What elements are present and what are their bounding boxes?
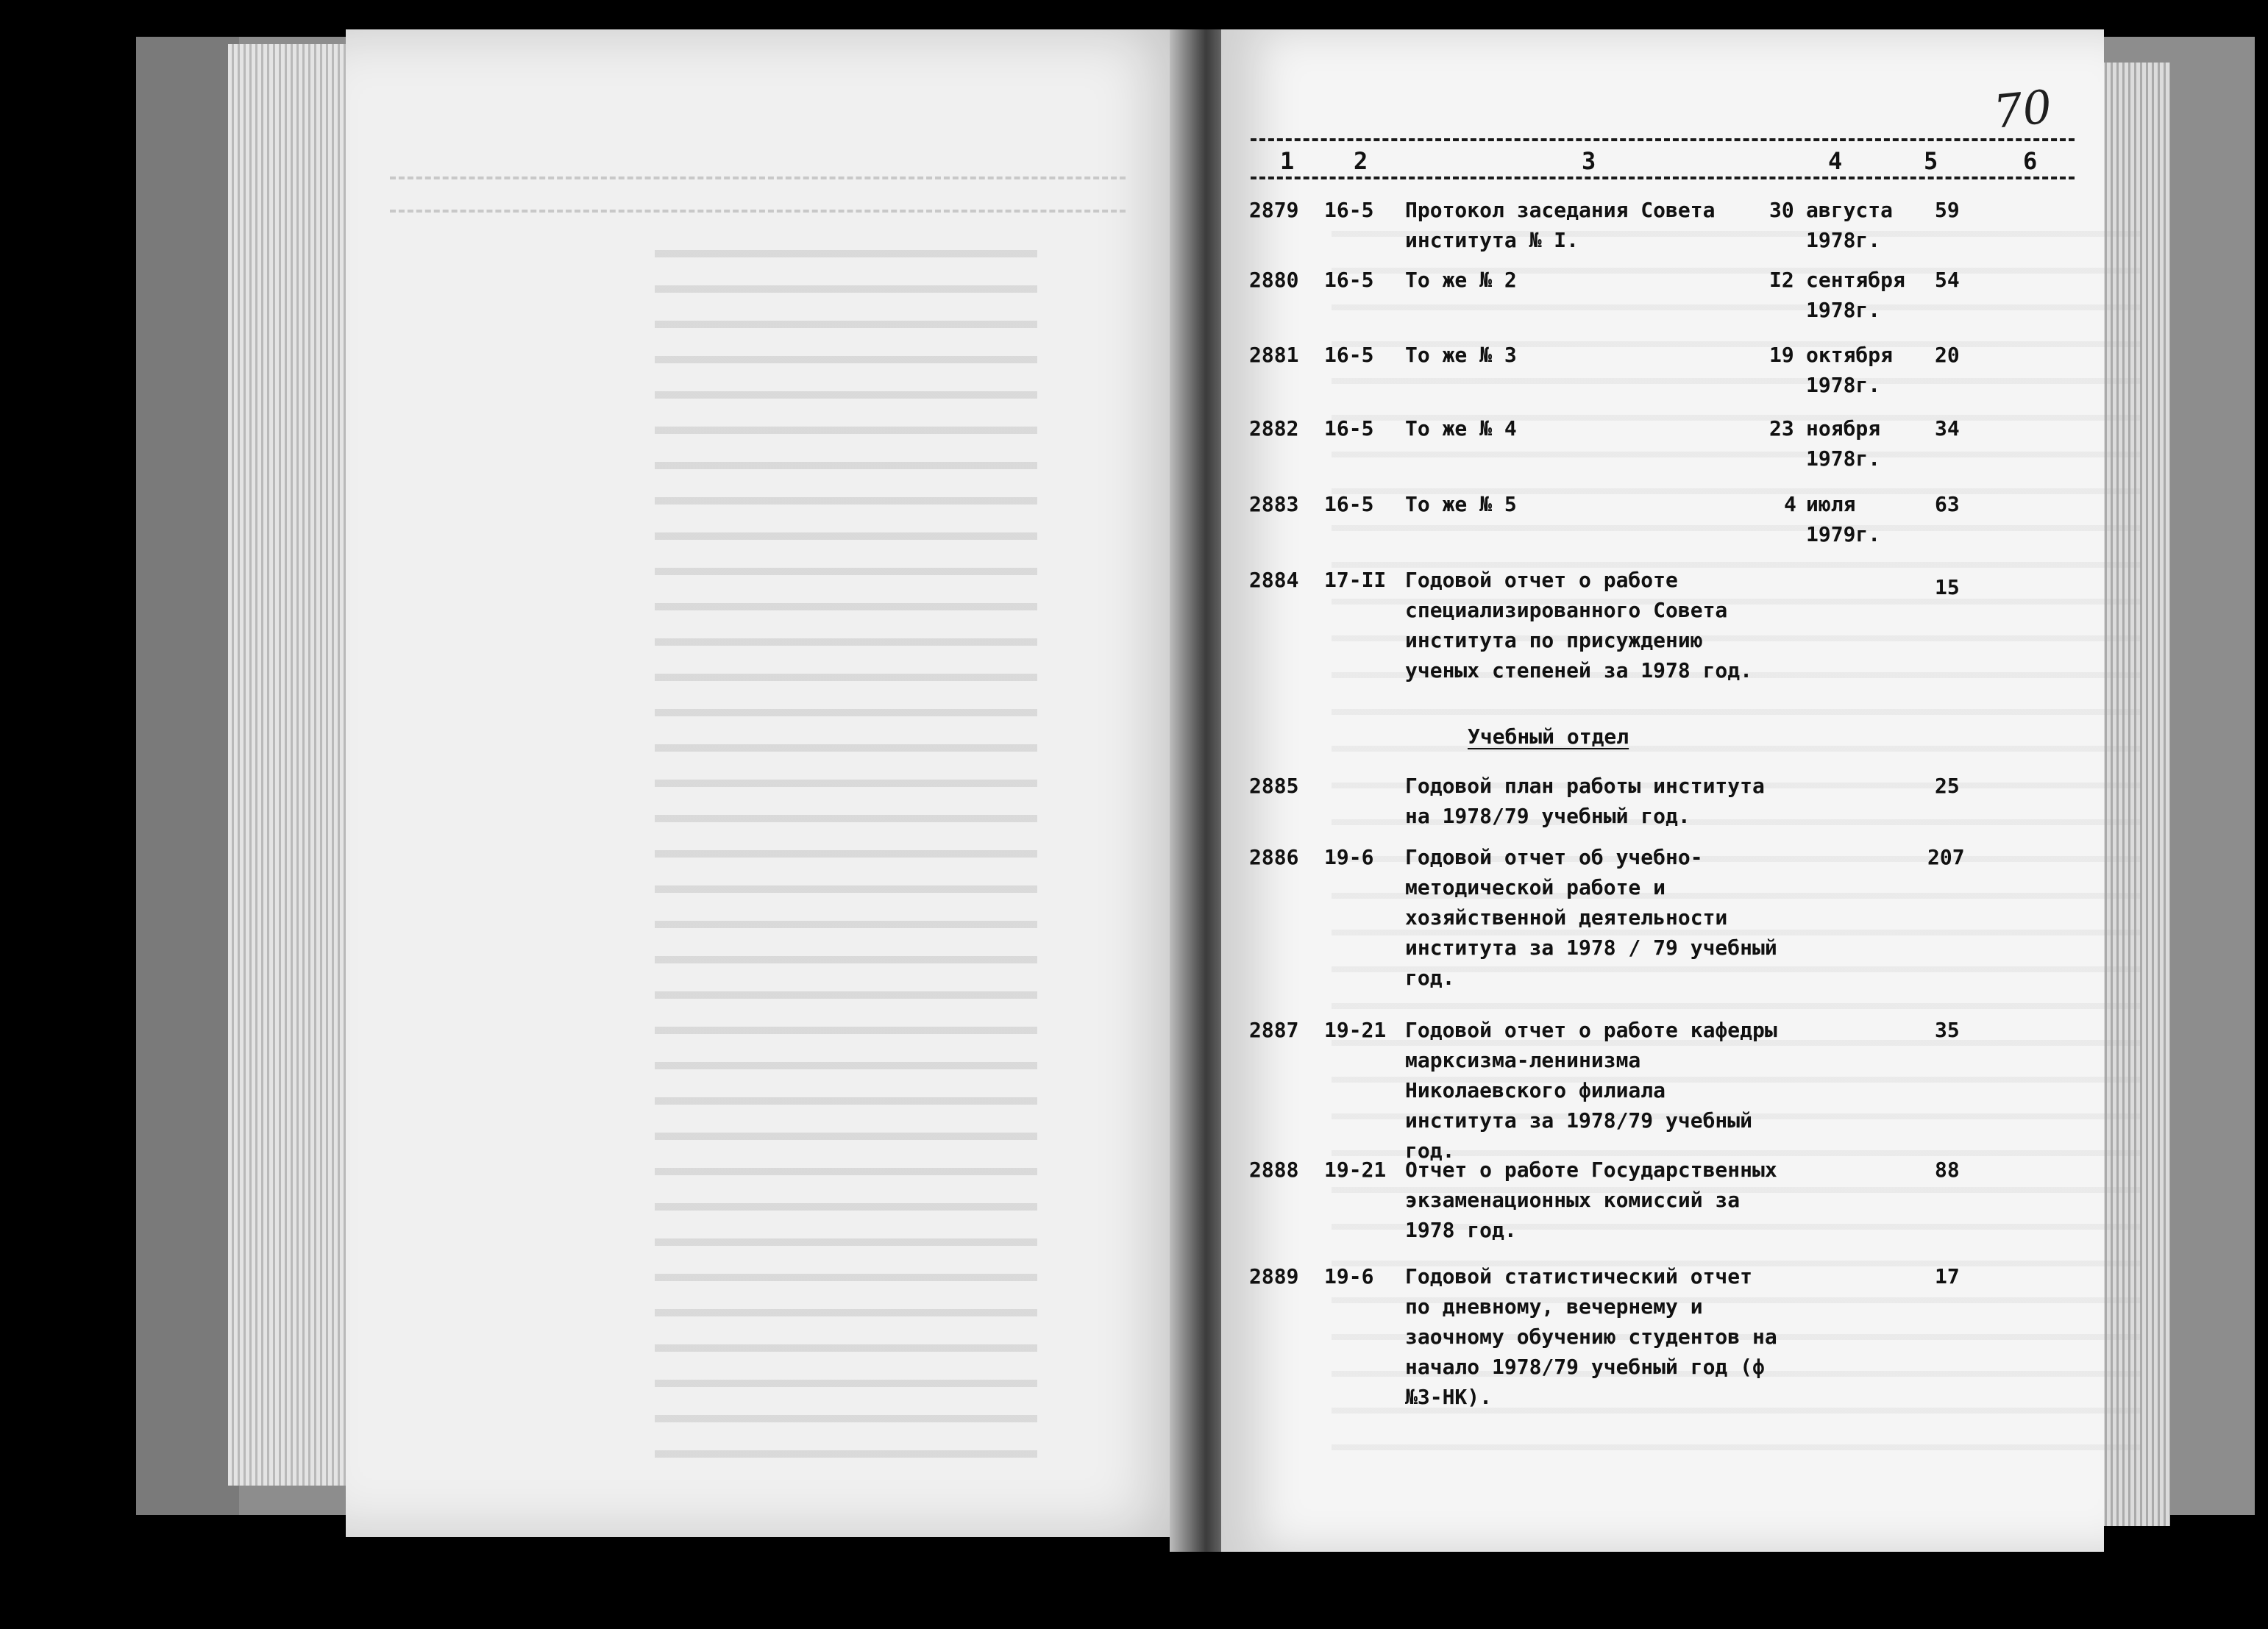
row-sheets: 20 — [1935, 343, 1960, 367]
column-header-5: 5 — [1924, 147, 1938, 175]
bleed-through-text — [655, 235, 1037, 1486]
row-day: I2 — [1769, 268, 1794, 292]
row-sheets: 88 — [1935, 1158, 1960, 1182]
row-sheets: 35 — [1935, 1018, 1960, 1042]
row-title: То же № 5 — [1405, 492, 1517, 516]
bleed-through-header — [390, 177, 1126, 179]
row-title: Годовой статистический отчет по дневному, вечернему и заочному обучению студентов на начало 1978/79 учебный год (ф №3-НК). — [1405, 1264, 1777, 1409]
row-title: Отчет о работе Государственных экзаменационных комиссий за 1978 год. — [1405, 1158, 1777, 1242]
row-number: 2883 — [1249, 492, 1299, 516]
row-fond: 19-6 — [1324, 845, 1374, 869]
row-fond: 16-5 — [1324, 343, 1374, 367]
row-number: 2888 — [1249, 1158, 1299, 1182]
row-number: 2881 — [1249, 343, 1299, 367]
row-sheets: 34 — [1935, 416, 1960, 441]
row-title: Годовой отчет об учебно-методической работе и хозяйственной деятельности института за 1978 / 79 учебный год. — [1405, 845, 1777, 990]
row-day: 30 — [1769, 198, 1794, 222]
row-title: Годовой план работы института на 1978/79 учебный год. — [1405, 774, 1765, 828]
row-number: 2879 — [1249, 198, 1299, 222]
column-header-2: 2 — [1354, 147, 1368, 175]
row-title: Годовой отчет о работе кафедры марксизма-ленинизма Николаевского филиала института за 1978/79 учебный год. — [1405, 1018, 1777, 1163]
row-sheets: 63 — [1935, 492, 1960, 516]
row-fond: 19-21 — [1324, 1018, 1387, 1042]
column-header-1: 1 — [1280, 147, 1295, 175]
column-header-3: 3 — [1582, 147, 1596, 175]
row-number: 2885 — [1249, 774, 1299, 798]
header-rule-bottom — [1251, 177, 2075, 179]
row-date: августа 1978г. — [1806, 198, 1894, 252]
row-sheets: 59 — [1935, 198, 1960, 222]
book-cover-edge — [136, 37, 239, 1515]
row-day: 19 — [1769, 343, 1794, 367]
row-title: То же № 4 — [1405, 416, 1517, 441]
row-date: октября 1978г. — [1806, 343, 1894, 397]
row-day: 23 — [1769, 416, 1794, 441]
section-heading: Учебный отдел — [1468, 724, 1629, 749]
header-rule-top — [1251, 138, 2075, 141]
row-number: 2884 — [1249, 568, 1299, 592]
row-number: 2880 — [1249, 268, 1299, 292]
row-date: сентября 1978г. — [1806, 268, 1905, 322]
row-sheets: 207 — [1927, 845, 1965, 869]
row-number: 2886 — [1249, 845, 1299, 869]
row-title: Годовой отчет о работе специализированного Совета института по присуждению ученых степеней за 1978 год. — [1405, 568, 1753, 682]
row-fond: 19-6 — [1324, 1264, 1374, 1288]
row-number: 2882 — [1249, 416, 1299, 441]
row-fond: 17-II — [1324, 568, 1387, 592]
row-fond: 16-5 — [1324, 198, 1374, 222]
row-title: Протокол заседания Совета института № I. — [1405, 198, 1716, 252]
row-day: 4 — [1784, 492, 1796, 516]
row-number: 2889 — [1249, 1264, 1299, 1288]
left-page — [346, 29, 1199, 1537]
row-fond: 16-5 — [1324, 268, 1374, 292]
row-sheets: 15 — [1935, 575, 1960, 599]
column-header-6: 6 — [2023, 147, 2038, 175]
column-header-4: 4 — [1828, 147, 1843, 175]
row-date: ноября 1978г. — [1806, 416, 1881, 471]
row-number: 2887 — [1249, 1018, 1299, 1042]
row-sheets: 17 — [1935, 1264, 1960, 1288]
page-stack-left — [228, 44, 360, 1486]
row-fond: 16-5 — [1324, 492, 1374, 516]
folio-number: 70 — [1991, 79, 2055, 139]
row-fond: 16-5 — [1324, 416, 1374, 441]
row-title: То же № 3 — [1405, 343, 1517, 367]
bleed-through-header — [390, 210, 1126, 213]
row-fond: 19-21 — [1324, 1158, 1387, 1182]
row-sheets: 54 — [1935, 268, 1960, 292]
row-title: То же № 2 — [1405, 268, 1517, 292]
row-date: июля 1979г. — [1806, 492, 1881, 546]
row-sheets: 25 — [1935, 774, 1960, 798]
